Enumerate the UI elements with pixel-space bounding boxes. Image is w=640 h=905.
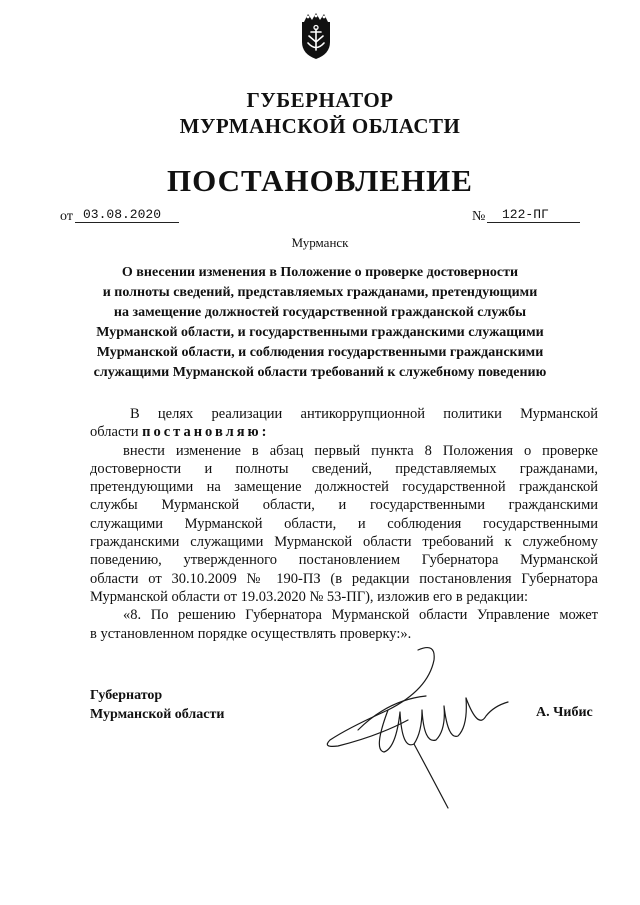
paragraph-line: в установленном порядке осуществлять проверку:». [90, 625, 412, 642]
paragraph-line: претендующими на замещение должностей государственной гражданской [90, 479, 598, 496]
date-underline [75, 222, 179, 223]
subject-line: Мурманской области, и соблюдения государственными гражданскими [96, 345, 544, 360]
paragraph-line: службы Мурманской области, и государственными гражданскими [90, 497, 598, 514]
subject-heading [80, 263, 560, 383]
number-label: № [472, 209, 486, 224]
date-label: от [60, 209, 73, 224]
paragraph-line: поведению, утвержденного постановлением Губернатора Мурманской [90, 552, 598, 569]
signatory-title-line: Губернатор [90, 688, 163, 703]
paragraph-line: области от 30.10.2009 № 190-ПЗ (в редакции постановления Губернатора [90, 570, 598, 587]
paragraph-line [90, 423, 598, 441]
header-region: МУРМАНСКОЙ ОБЛАСТИ [179, 114, 461, 138]
subject-line: на замещение должностей государственной гражданской службы [113, 305, 527, 320]
body-text: области [90, 424, 143, 441]
paragraph-line: «8. По решению Губернатора Мурманской области Управление может [123, 607, 598, 624]
date-value: 03.08.2020 [83, 207, 162, 222]
subject-line: и полноты сведений, представляемых гражданами, претендующими [102, 285, 538, 300]
document-type-title: ПОСТАНОВЛЕНИЕ [167, 163, 473, 198]
signatory-name: А. Чибис [536, 705, 593, 720]
paragraph-line: гражданскими служащими Мурманской области требований к служебному [90, 534, 598, 551]
paragraph-line: внести изменение в абзац первый пункта 8 Положения о проверке [123, 442, 598, 459]
subject-line: Мурманской области, и государственными гражданскими служащими [96, 325, 544, 340]
city: Мурманск [291, 235, 349, 250]
handwritten-signature [318, 640, 518, 810]
paragraph-line: достоверности и полноты сведений, представляемых гражданами, [90, 460, 598, 477]
header-governor: ГУБЕРНАТОР [246, 88, 394, 112]
subject-line: О внесении изменения в Положение о проверке достоверности [121, 265, 519, 280]
subject-line: служащими Мурманской области требований к служебному поведению [93, 365, 547, 380]
coat-of-arms-icon [296, 12, 336, 60]
number-underline [487, 222, 580, 223]
signatory-title [90, 686, 224, 724]
document-body [90, 405, 598, 643]
paragraph-line: Мурманской области от 19.03.2020 № 53-ПГ), изложив его в редакции: [90, 588, 529, 605]
paragraph-line: служащими Мурманской области, и соблюдения государственными [90, 515, 598, 532]
paragraph-line: В целях реализации антикоррупционной политики Мурманской [130, 406, 598, 422]
decree-word: постановляю: [142, 424, 270, 441]
number-value: 122-ПГ [502, 207, 549, 222]
signatory-title-line: Мурманской области [90, 707, 225, 722]
